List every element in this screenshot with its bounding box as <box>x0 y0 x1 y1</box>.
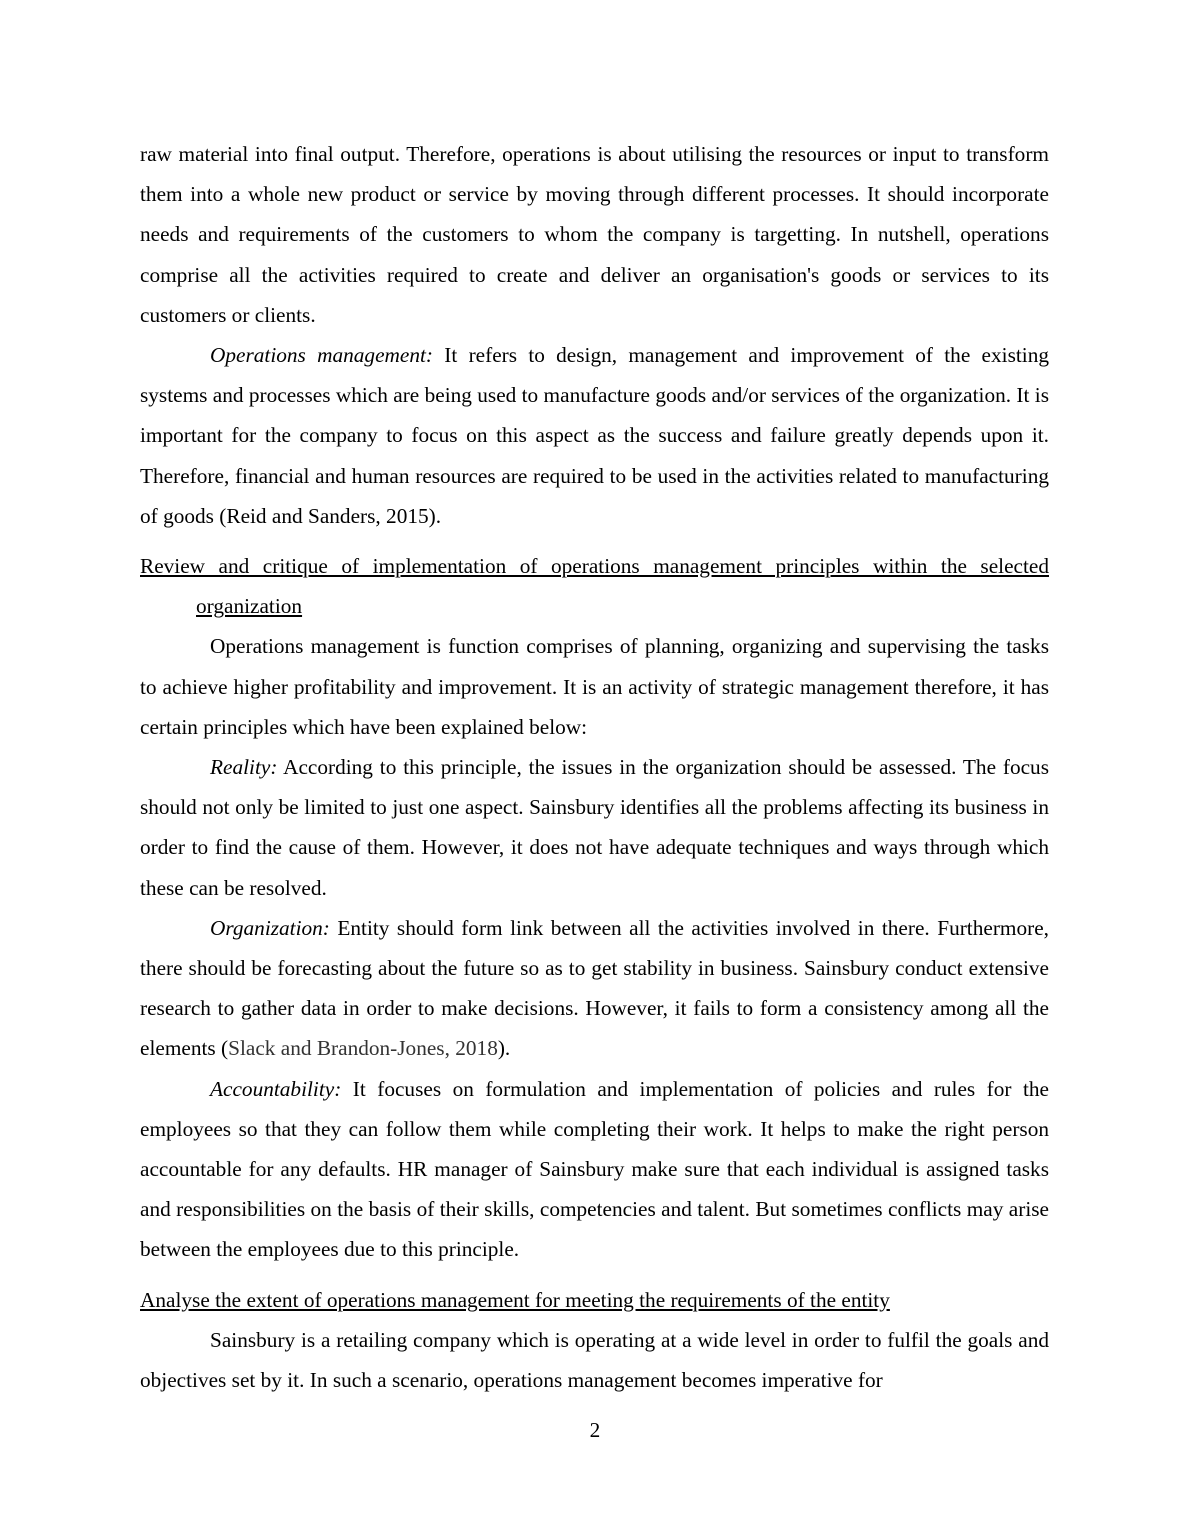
paragraph-accountability <box>140 1069 1049 1270</box>
term-label: Operations management: <box>210 343 434 368</box>
paragraph-operations-management <box>140 335 1049 536</box>
paragraph: raw material into final output. Therefore, operations is about utilising the resources or input to transform them into a whole new product or service by moving through different processes. It should incorporate needs and requirements of the customers to whom the company is targetting. In nutshell, operations comprise all the activities required to create and deliver an organisation's goods or services to its customers or clients. <box>140 142 1049 327</box>
paragraph-text: It focuses on formulation and implementation of policies and rules for the employees so that they can follow them while completing their work. It helps to make the right person accountable for any defaults. HR manager of Sainsbury make sure that each individual is assigned tasks and responsibilities on the basis of their skills, competencies and talent. But sometimes conflicts may arise between the employees due to this principle. <box>140 1076 1049 1262</box>
term-label: Reality: <box>210 755 278 780</box>
term-label: Accountability: <box>210 1076 342 1101</box>
paragraph-text: It refers to design, management and improvement of the existing systems and processes which are being used to manufacture goods and/or services of the organization. It is important for the company to focus on this aspect as the success and failure greatly depends upon it. Therefore, financial and human resources are required to be used in the activities related to manufacturing of goods (Reid and Sanders, 2015). <box>140 343 1049 528</box>
paragraph: Operations management is function comprises of planning, organizing and supervising the tasks to achieve higher profitability and improvement. It is an activity of strategic management therefore, it has certain principles which have been explained below: <box>140 634 1049 739</box>
page-number: 2 <box>589 1418 601 1442</box>
paragraph: Sainsbury is a retailing company which is operating at a wide level in order to fulfil the goals and objectives set by it. In such a scenario, operations management becomes imperative for <box>140 1327 1049 1393</box>
section-heading: Analyse the extent of operations management for meeting the requirements of the entity <box>140 1287 890 1312</box>
paragraph-text: ). <box>497 1036 511 1061</box>
paragraph-text: Entity should form link between all the activities involved in there. Furthermore, there should be forecasting about the future so as to get stability in business. Sainsbury conduct extensive research to gather data in order to make decisions. However, it fails to form a consistency among all the elements ( <box>140 915 1049 1061</box>
paragraph-text: According to this principle, the issues in the organization should be assessed. The focus should not only be limited to just one aspect. Sainsbury identifies all the problems affecting its business in order to find the cause of them. However, it does not have adequate techniques and ways through which these can be resolved. <box>140 755 1049 900</box>
section-heading: Review and critique of implementation of operations management principles within the selected organization <box>140 554 1049 619</box>
paragraph-organization <box>140 908 1049 1069</box>
term-label: Organization: <box>210 915 330 940</box>
document-body <box>140 134 1049 1400</box>
paragraph-reality <box>140 747 1049 908</box>
citation: Slack and Brandon-Jones, 2018 <box>228 1036 498 1061</box>
